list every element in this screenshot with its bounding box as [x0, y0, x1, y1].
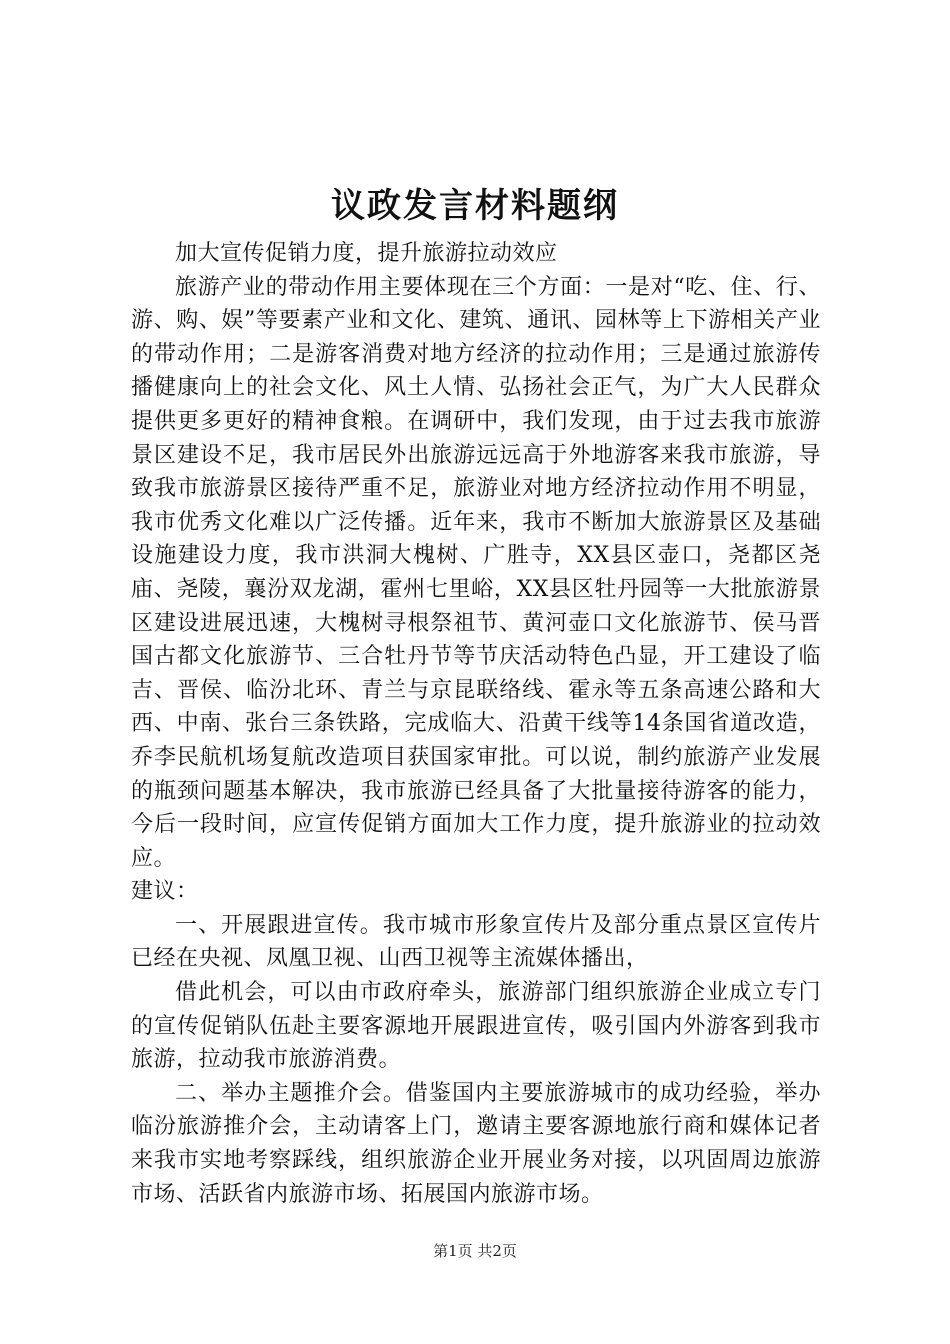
paragraph-item-2: 二、举办主题推介会。借鉴国内主要旅游城市的成功经验，举办临汾旅游推介会，主动请客上门，邀请主要客源地旅行商和媒体记者来我市实地考察踩线，组织旅游企业开展业务对接，以巩固周边旅游市场、活跃省内旅游市场、拓展国内旅游市场。 — [131, 1080, 821, 1207]
paragraph-suggestion-label: 建议： — [131, 879, 199, 905]
paragraph-main: 旅游产业的带动作用主要体现在三个方面：一是对“吃、住、行、游、购、娱”等要素产业和文化、建筑、通讯、园林等上下游相关产业的带动作用；二是游客消费对地方经济的拉动作用；三是通过旅游传播健康向上的社会文化、风土人情、弘扬社会正气，为广大人民群众提供更多更好的精神食粮。在调研中，我们发现，由于过去我市旅游景区建设不足，我市居民外出旅游远远高于外地游客来我市旅游，导致我市旅游景区接待严重不足，旅游业对地方经济拉动作用不明显，我市优秀文化难以广泛传播。近年来，我市不断加大旅游景区及基础设施建设力度，我市洪洞大槐树、广胜寺，XX县区壶口，尧都区尧庙、尧陵，襄汾双龙湖，霍州七里峪，XX县区牡丹园等一大批旅游景区建设进展迅速，大槐树寻根祭祖节、黄河壶口文化旅游节、侯马晋国古都文化旅游节、三合牡丹节等节庆活动特色凸显，开工建设了临吉、晋侯、临汾北环、青兰与京昆联络线、霍永等五条高速公路和大西、中南、张台三条铁路，完成临大、沿黄干线等14条国省道改造，乔李民航机场复航改造项目获国家审批。可以说，制约旅游产业发展的瓶颈问题基本解决，我市旅游已经具备了大批量接待游客的能力，今后一段时间，应宣传促销方面加大工作力度，提升旅游业的拉动效应。 — [131, 274, 821, 871]
paragraph-item-1: 一、开展跟进宣传。我市城市形象宣传片及部分重点景区宣传片已经在央视、凤凰卫视、山西卫视等主流媒体播出， — [131, 912, 821, 972]
page-number-footer: 第1页 共2页 — [433, 1242, 517, 1260]
paragraph-heading: 加大宣传促销力度，提升旅游拉动效应 — [175, 241, 558, 266]
document-title: 议政发言材料题纲 — [331, 186, 619, 226]
paragraph-item-1-continued: 借此机会，可以由市政府牵头，旅游部门组织旅游企业成立专门的宣传促销队伍赴主要客源地开展跟进宣传，吸引国内外游客到我市旅游，拉动我市旅游消费。 — [131, 980, 821, 1073]
document-body — [131, 237, 821, 1211]
